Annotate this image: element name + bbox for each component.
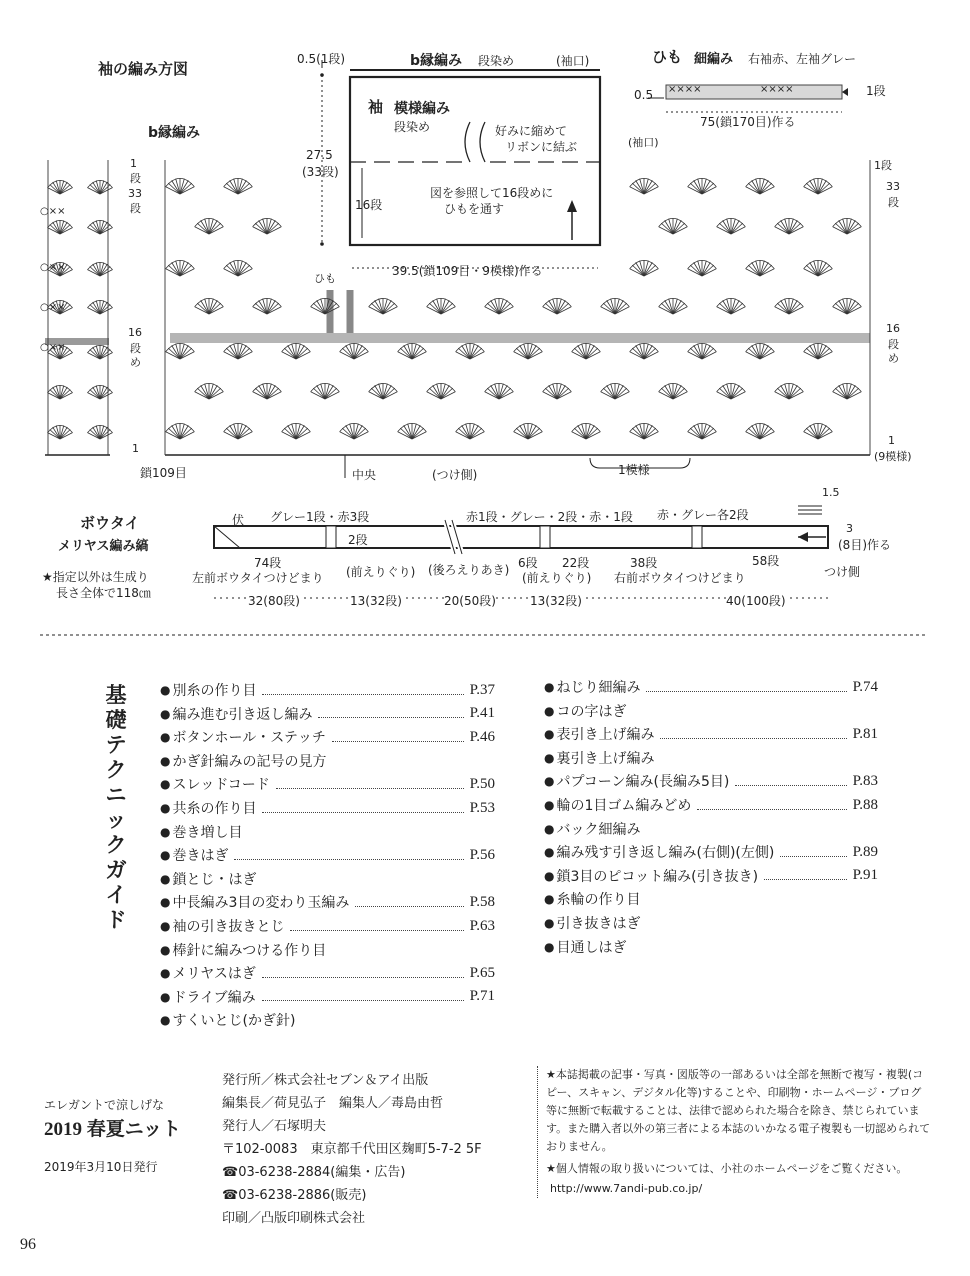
guide-item-label: 目通しはぎ (556, 939, 627, 956)
b-edge-label-left: b縁編み (148, 125, 201, 141)
bullet-icon: ● (160, 683, 171, 697)
guide-item (160, 986, 495, 1008)
rows-22: 22段 (562, 556, 590, 570)
guide-item (160, 750, 495, 772)
colophon-tagline: エレガントで涼しげな (44, 1098, 165, 1112)
leader-dots (262, 686, 463, 695)
measure-3: 20(50段) (444, 594, 496, 608)
guide-item-label: 編み残す引き返し編み(右側)(左側) (556, 845, 775, 862)
bullet-icon: ● (160, 942, 171, 957)
guide-title (103, 683, 129, 933)
r-row16: 16 (886, 322, 900, 335)
bowtie-note-1: ★指定以外は生成り (42, 570, 149, 584)
guide-item (544, 912, 878, 934)
guide-item-label: 編み進む引き返し編み (172, 706, 313, 723)
sleeve-sub: 段染め (394, 120, 431, 134)
bullet-icon: ● (160, 871, 171, 886)
bowtie-title: ボウタイ (80, 514, 140, 532)
l-me16: め (130, 356, 141, 369)
guide-item (160, 962, 495, 984)
guide-item (160, 726, 495, 748)
colophon-line: 編集長／荷見弘子 編集人／毒島由哲 (222, 1096, 444, 1111)
leader-dots (262, 992, 464, 1001)
red-gray-seq: 赤1段・グレー・2段・赤・1段 (466, 510, 633, 524)
guide-item-page: P.83 (852, 772, 878, 789)
guide-item (160, 679, 495, 701)
leader-dots (697, 801, 846, 810)
colophon-line: 発行所／株式会社セブン＆アイ出版 (222, 1073, 429, 1088)
colophon-title: 2019 春夏ニット (44, 1119, 181, 1140)
himo-row: 1段 (866, 84, 886, 98)
guide-item-label: 共糸の作り目 (172, 801, 257, 817)
rows-2: 2段 (348, 533, 368, 547)
sleeve-pattern: 模様編み (394, 101, 450, 117)
top-edge-label: b縁編み (410, 53, 463, 69)
guide-item-label: 表引き上げ編み (556, 727, 655, 744)
guide-item-page: P.46 (469, 728, 495, 745)
width-15: 1.5 (822, 486, 840, 499)
bullet-icon: ● (160, 777, 171, 792)
guide-item-page: P.89 (852, 843, 878, 860)
guide-item-label: 鎖3目のピコット編み(引き抜き) (556, 868, 759, 885)
guide-item-label: ボタンホール・ステッチ (172, 730, 326, 747)
measure-5: 40(100段) (726, 594, 786, 608)
left-tsuke: 左前ボウタイつけどまり (192, 571, 324, 585)
bullet-icon: ● (160, 801, 171, 815)
measure-2: 13(32段) (350, 594, 402, 608)
rows-74: 74段 (254, 556, 282, 570)
guide-item-label: 袖の引き抜きとじ (172, 919, 285, 935)
l-dan33: 段 (130, 202, 141, 215)
one-pattern: 1模様 (618, 463, 650, 477)
r-me16: め (888, 352, 899, 365)
bullet-icon: ● (160, 966, 171, 981)
r-row1: 1段 (874, 159, 892, 172)
bullet-icon: ● (544, 750, 555, 765)
copyright-notice: ★本誌掲載の記事・写真・図版等の一部あるいは全部を無断で複写・複製(コピー、スキャン、デジタル化等)することや、印刷物・ホームページ・ブログ等に無断で転載することは、法律で認められた場合を除き、禁じられています。また購入者以外の第三者による本誌のいかなる電子複製も一切認められておりません。 (546, 1068, 931, 1153)
bullet-icon: ● (544, 916, 555, 930)
guide-item-page: P.91 (852, 867, 878, 884)
l-bottom-row: 1 (132, 442, 139, 455)
guide-item-page: P.81 (852, 725, 878, 742)
leader-dots (276, 780, 464, 789)
bowtie-sub: メリヤス編み縞 (58, 539, 149, 554)
guide-item-label: かぎ針編みの記号の見方 (172, 753, 327, 770)
bullet-icon: ● (544, 680, 555, 694)
oxx-3: ○×× (40, 302, 66, 313)
guide-item-page: P.50 (469, 775, 495, 792)
bullet-icon: ● (544, 892, 555, 907)
bowtie-tsuke: つけ側 (824, 565, 861, 579)
diagram-title: 袖の編み方図 (98, 60, 189, 78)
leader-dots (764, 871, 847, 880)
r-bottom-patterns: (9模様) (874, 450, 912, 463)
l-dan16: 段 (130, 342, 141, 355)
guide-item (544, 676, 878, 698)
guide-item-page: P.63 (469, 917, 495, 934)
fuku: 伏 (232, 513, 245, 527)
guide-item (544, 794, 878, 816)
leader-dots (780, 848, 846, 857)
mae-left: (前えりぐり) (346, 565, 416, 579)
l-dan1: 段 (130, 172, 141, 185)
privacy-notice: ★個人情報の取り扱いについては、小社のホームページをご覧ください。 (546, 1162, 908, 1175)
top-edge-kuchi: (袖口) (556, 54, 590, 68)
rows-16: 16段 (355, 198, 383, 212)
leader-dots (735, 777, 846, 786)
measure-4: 13(32段) (530, 594, 582, 608)
r-row33: 33 (886, 180, 900, 193)
half-row-label: 0.5(1段) (297, 52, 346, 66)
guide-item (544, 841, 878, 863)
colophon-divider (537, 1066, 539, 1198)
guide-item-label: ねじり細編み (556, 680, 641, 696)
guide-item-page: P.74 (852, 678, 878, 695)
colophon-date: 2019年3月10日発行 (44, 1160, 158, 1174)
leader-dots (262, 804, 463, 813)
guide-title-text: 基礎テクニックガイド (105, 683, 127, 932)
l-row33: 33 (128, 187, 142, 200)
guide-item (160, 915, 495, 937)
guide-item-label: 裏引き上げ編み (556, 750, 655, 767)
bullet-icon: ● (544, 845, 555, 860)
bullet-icon: ● (544, 798, 555, 812)
r-dan33: 段 (888, 196, 899, 209)
width-3-note: (8目)作る (838, 538, 891, 552)
guide-item-label: 棒針に編みつける作り目 (172, 942, 327, 959)
height-cm: 27.5 (306, 148, 333, 162)
leader-dots (355, 898, 463, 907)
leader-dots (318, 709, 463, 718)
guide-item (544, 747, 878, 769)
rows-58: 58段 (752, 554, 780, 568)
tsuke-side: (つけ側) (432, 468, 478, 482)
mae-right: (前えりぐり) (522, 571, 592, 585)
rows-38: 38段 (630, 556, 658, 570)
height-rows: (33段) (302, 165, 339, 179)
guide-item-page: P.41 (469, 705, 495, 722)
guide-item-page: P.37 (469, 681, 495, 698)
bullet-icon: ● (160, 706, 171, 721)
measure-1: 32(80段) (248, 594, 300, 608)
himo-stitch: 細編み (694, 52, 734, 67)
bullet-icon: ● (544, 703, 555, 718)
bullet-icon: ● (544, 821, 555, 836)
guide-item-page: P.58 (469, 893, 495, 910)
himo-name: ひも (652, 48, 683, 66)
sleeve-name: 袖 (368, 98, 384, 116)
page-number: 96 (20, 1236, 36, 1253)
right-tsuke: 右前ボウタイつけどまり (614, 571, 746, 585)
l-row16: 16 (128, 326, 142, 339)
guide-item-label: スレッドコード (172, 777, 270, 794)
leader-dots (262, 969, 464, 978)
rows-6: 6段 (518, 556, 538, 570)
leader-dots (646, 683, 846, 692)
guide-item-label: 鎖とじ・はぎ (172, 871, 257, 888)
himo-length: 75(鎖170目)作る (700, 115, 796, 129)
oxx-1: ○×× (40, 206, 66, 217)
bowtie-note-2: 長さ全体で118㎝ (56, 586, 151, 600)
guide-item-label: 巻き増し目 (172, 824, 243, 841)
bullet-icon: ● (160, 989, 171, 1004)
guide-item-label: 糸輪の作り目 (556, 892, 641, 909)
guide-item (544, 888, 878, 910)
guide-item-page: P.65 (469, 964, 495, 981)
guide-item (160, 821, 495, 843)
guide-item (160, 773, 495, 795)
bullet-icon: ● (160, 919, 171, 933)
oxx-4: ○×× (40, 342, 66, 353)
bullet-icon: ● (160, 753, 171, 768)
oxx-2: ○×× (40, 262, 66, 273)
colophon-details (222, 1069, 482, 1230)
guide-item (160, 868, 495, 890)
guide-item (544, 818, 878, 840)
bullet-icon: ● (544, 774, 555, 789)
guide-item-label: コの字はぎ (556, 703, 627, 720)
ushiro: (後ろえりあき) (428, 563, 510, 577)
tie-note-2: リボンに結ぶ (505, 140, 578, 154)
guide-item-label: 巻きはぎ (172, 848, 229, 865)
leader-dots (290, 922, 463, 931)
bullet-icon: ● (160, 1013, 171, 1028)
guide-item (544, 936, 878, 958)
guide-item-label: 中長編み3目の変わり玉編み (172, 895, 350, 912)
guide-item (160, 797, 495, 819)
colophon-line: 印刷／凸版印刷株式会社 (222, 1211, 366, 1226)
bullet-icon: ● (544, 939, 555, 954)
bullet-icon: ● (160, 895, 171, 910)
chart-kuchi: (袖口) (628, 136, 659, 149)
guide-item-label: 引き抜きはぎ (556, 916, 641, 932)
colophon-line: ☎03-6238-2886(販売) (222, 1188, 367, 1203)
guide-item-label: すくいとじ(かぎ針) (172, 1013, 296, 1030)
guide-item-label: 別糸の作り目 (172, 683, 257, 699)
guide-item (544, 723, 878, 745)
guide-item-label: メリヤスはぎ (172, 966, 256, 983)
top-edge-sub: 段染め (478, 54, 515, 68)
publisher-url[interactable]: http://www.7andi-pub.co.jp/ (550, 1182, 703, 1195)
guide-item-page: P.88 (852, 796, 878, 813)
guide-item-page: P.71 (469, 988, 495, 1005)
tie-note-1: 好みに縮めて (495, 124, 568, 138)
leader-dots (234, 851, 463, 860)
bullet-icon: ● (160, 824, 171, 839)
guide-item-page: P.56 (469, 846, 495, 863)
bullet-icon: ● (544, 727, 555, 742)
thread-note-1: 図を参照して16段めに (430, 186, 554, 200)
guide-item (160, 1009, 495, 1031)
thread-note-2: ひもを通す (444, 202, 505, 216)
colophon-line: 発行人／石塚明夫 (222, 1119, 327, 1134)
guide-item (160, 844, 495, 866)
himo-half: 0.5 (634, 88, 654, 102)
himo-colors: 右袖赤、左袖グレー (748, 52, 857, 66)
width-3: 3 (846, 522, 853, 535)
colophon-line: 〒102-0083 東京都千代田区麹町5-7-2 5F (222, 1142, 482, 1157)
guide-item (544, 770, 878, 792)
guide-item-page: P.53 (469, 799, 495, 816)
guide-item-label: ドライブ編み (172, 989, 256, 1006)
guide-item (544, 865, 878, 887)
sleeve-width: 39.5(鎖109目・9模様)作る (392, 264, 543, 278)
guide-item-label: パプコーン編み(長編み5目) (556, 774, 730, 791)
guide-item (160, 703, 495, 725)
guide-item (544, 700, 878, 722)
leader-dots (660, 730, 846, 739)
himo-xs-left: ×××× (668, 84, 702, 95)
chart-himo: ひも (314, 272, 336, 285)
guide-item (160, 891, 495, 913)
colophon-line: ☎03-6238-2884(編集・広告) (222, 1165, 406, 1180)
l-row1: 1 (130, 157, 137, 170)
leader-dots (332, 733, 464, 742)
r-bottom-row: 1 (888, 434, 895, 447)
bullet-icon: ● (160, 848, 171, 863)
guide-item-label: 輪の1目ゴム編みどめ (556, 798, 692, 814)
guide-item (160, 939, 495, 961)
bullet-icon: ● (160, 730, 171, 745)
gray1-red3: グレー1段・赤3段 (270, 510, 370, 524)
himo-xs-right: ×××× (760, 84, 794, 95)
red-gray-2: 赤・グレー各2段 (657, 508, 749, 522)
chain-109: 鎖109目 (140, 466, 187, 480)
center-label: 中央 (352, 468, 377, 482)
guide-item-label: バック細編み (556, 821, 641, 838)
bullet-icon: ● (544, 868, 555, 883)
r-dan16: 段 (888, 338, 899, 351)
